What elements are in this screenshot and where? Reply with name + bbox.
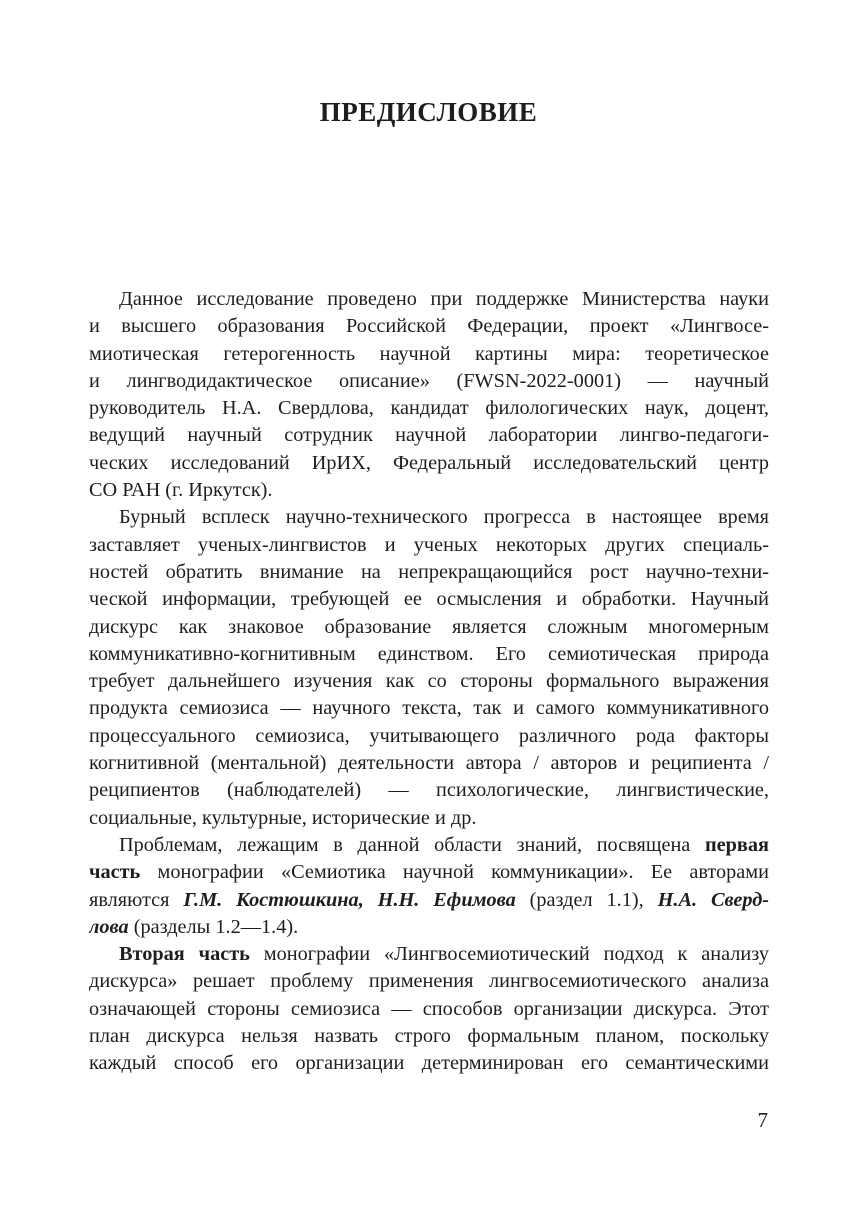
page-number: 7: [757, 1108, 768, 1132]
paragraph-progress: [89, 504, 769, 832]
text-line: [89, 914, 769, 941]
text-line: и лингводидактическое описание» (FWSN-2022-0001) — научный: [89, 369, 769, 392]
text-line: Данное исследование проведено при поддержке Министерства науки: [119, 288, 769, 310]
text-line: процессуального семиозиса, учитывающего различного рода факторы: [89, 724, 769, 747]
text-line: требует дальнейшего изучения как со стороны формального выражения: [89, 670, 769, 693]
paragraph-part-two: [89, 941, 769, 1077]
body-text: [89, 286, 769, 1078]
text-line: [89, 941, 769, 968]
paragraph-part-one: [89, 832, 769, 941]
text-line: коммуникативно-когнитивным единством. Его семиотическая природа: [89, 642, 769, 665]
text-line: продукта семиозиса — научного текста, так и самого коммуникативного: [89, 697, 769, 720]
author-name: Н.А. Сверд-: [657, 888, 769, 911]
text-line: социальные, культурные, исторические и др.: [89, 806, 477, 829]
text-line: каждый способ его организации детерминирован его семантическими: [89, 1052, 769, 1075]
bold-text: Вторая часть: [119, 943, 250, 966]
text-line: Бурный всплеск научно-технического прогресса в настоящее время: [119, 506, 769, 529]
text-line: ческих исследований ИрИХ, Федеральный исследовательский центр: [89, 451, 769, 474]
plain-text: монографии «Лингвосемиотический подход к анализу: [249, 943, 769, 966]
text-line: заставляет ученых-лингвистов и ученых некоторых других специаль-: [89, 533, 769, 556]
author-names: Г.М. Костюшкина, Н.Н. Ефимова: [183, 888, 516, 911]
author-name: лова: [89, 915, 129, 938]
text-line: ческой информации, требующей ее осмысления и обработки. Научный: [89, 588, 769, 611]
text-line: означающей стороны семиозиса — способов организации дискурса. Этот: [89, 997, 769, 1020]
text-line: план дискурса нельзя назвать строго формальным планом, поскольку: [89, 1025, 769, 1048]
text-line: СО РАН (г. Иркутск).: [89, 479, 273, 502]
plain-text: (разделы 1.2—1.4).: [128, 915, 299, 938]
plain-text: Проблемам, лежащим в данной области знаний, посвящена: [119, 833, 705, 856]
text-line: ведущий научный сотрудник научной лаборатории лингво-педагоги-: [89, 424, 769, 447]
text-line: руководитель Н.А. Свердлова, кандидат филологических наук, доцент,: [89, 397, 769, 420]
page-title: ПРЕДИСЛОВИЕ: [319, 97, 538, 127]
text-line: [89, 887, 769, 914]
bold-text: первая: [704, 833, 769, 856]
plain-text: монографии «Семиотика научной коммуникации». Ее авторами: [140, 861, 769, 884]
text-line: дискурс как знаковое образование является сложным многомерным: [89, 615, 769, 638]
text-line: реципиентов (наблюдателей) — психологические, лингвистические,: [89, 779, 769, 802]
text-line: когнитивной (ментальной) деятельности автора / авторов и реципиента /: [89, 752, 769, 775]
plain-text: являются: [89, 888, 184, 911]
text-line: ностей обратить внимание на непрекращающийся рост научно-техни-: [89, 560, 769, 583]
text-line: дискурса» решает проблему применения лингвосемиотического анализа: [89, 970, 769, 993]
text-line: [89, 859, 769, 886]
text-line: миотическая гетерогенность научной картины мира: теоретическое: [89, 342, 769, 365]
text-line: и высшего образования Российской Федерации, проект «Лингвосе-: [89, 315, 769, 338]
paragraph-funding: [89, 286, 769, 504]
text-line: [89, 832, 769, 859]
bold-text: часть: [89, 861, 141, 884]
plain-text: (раздел 1.1),: [515, 888, 658, 911]
